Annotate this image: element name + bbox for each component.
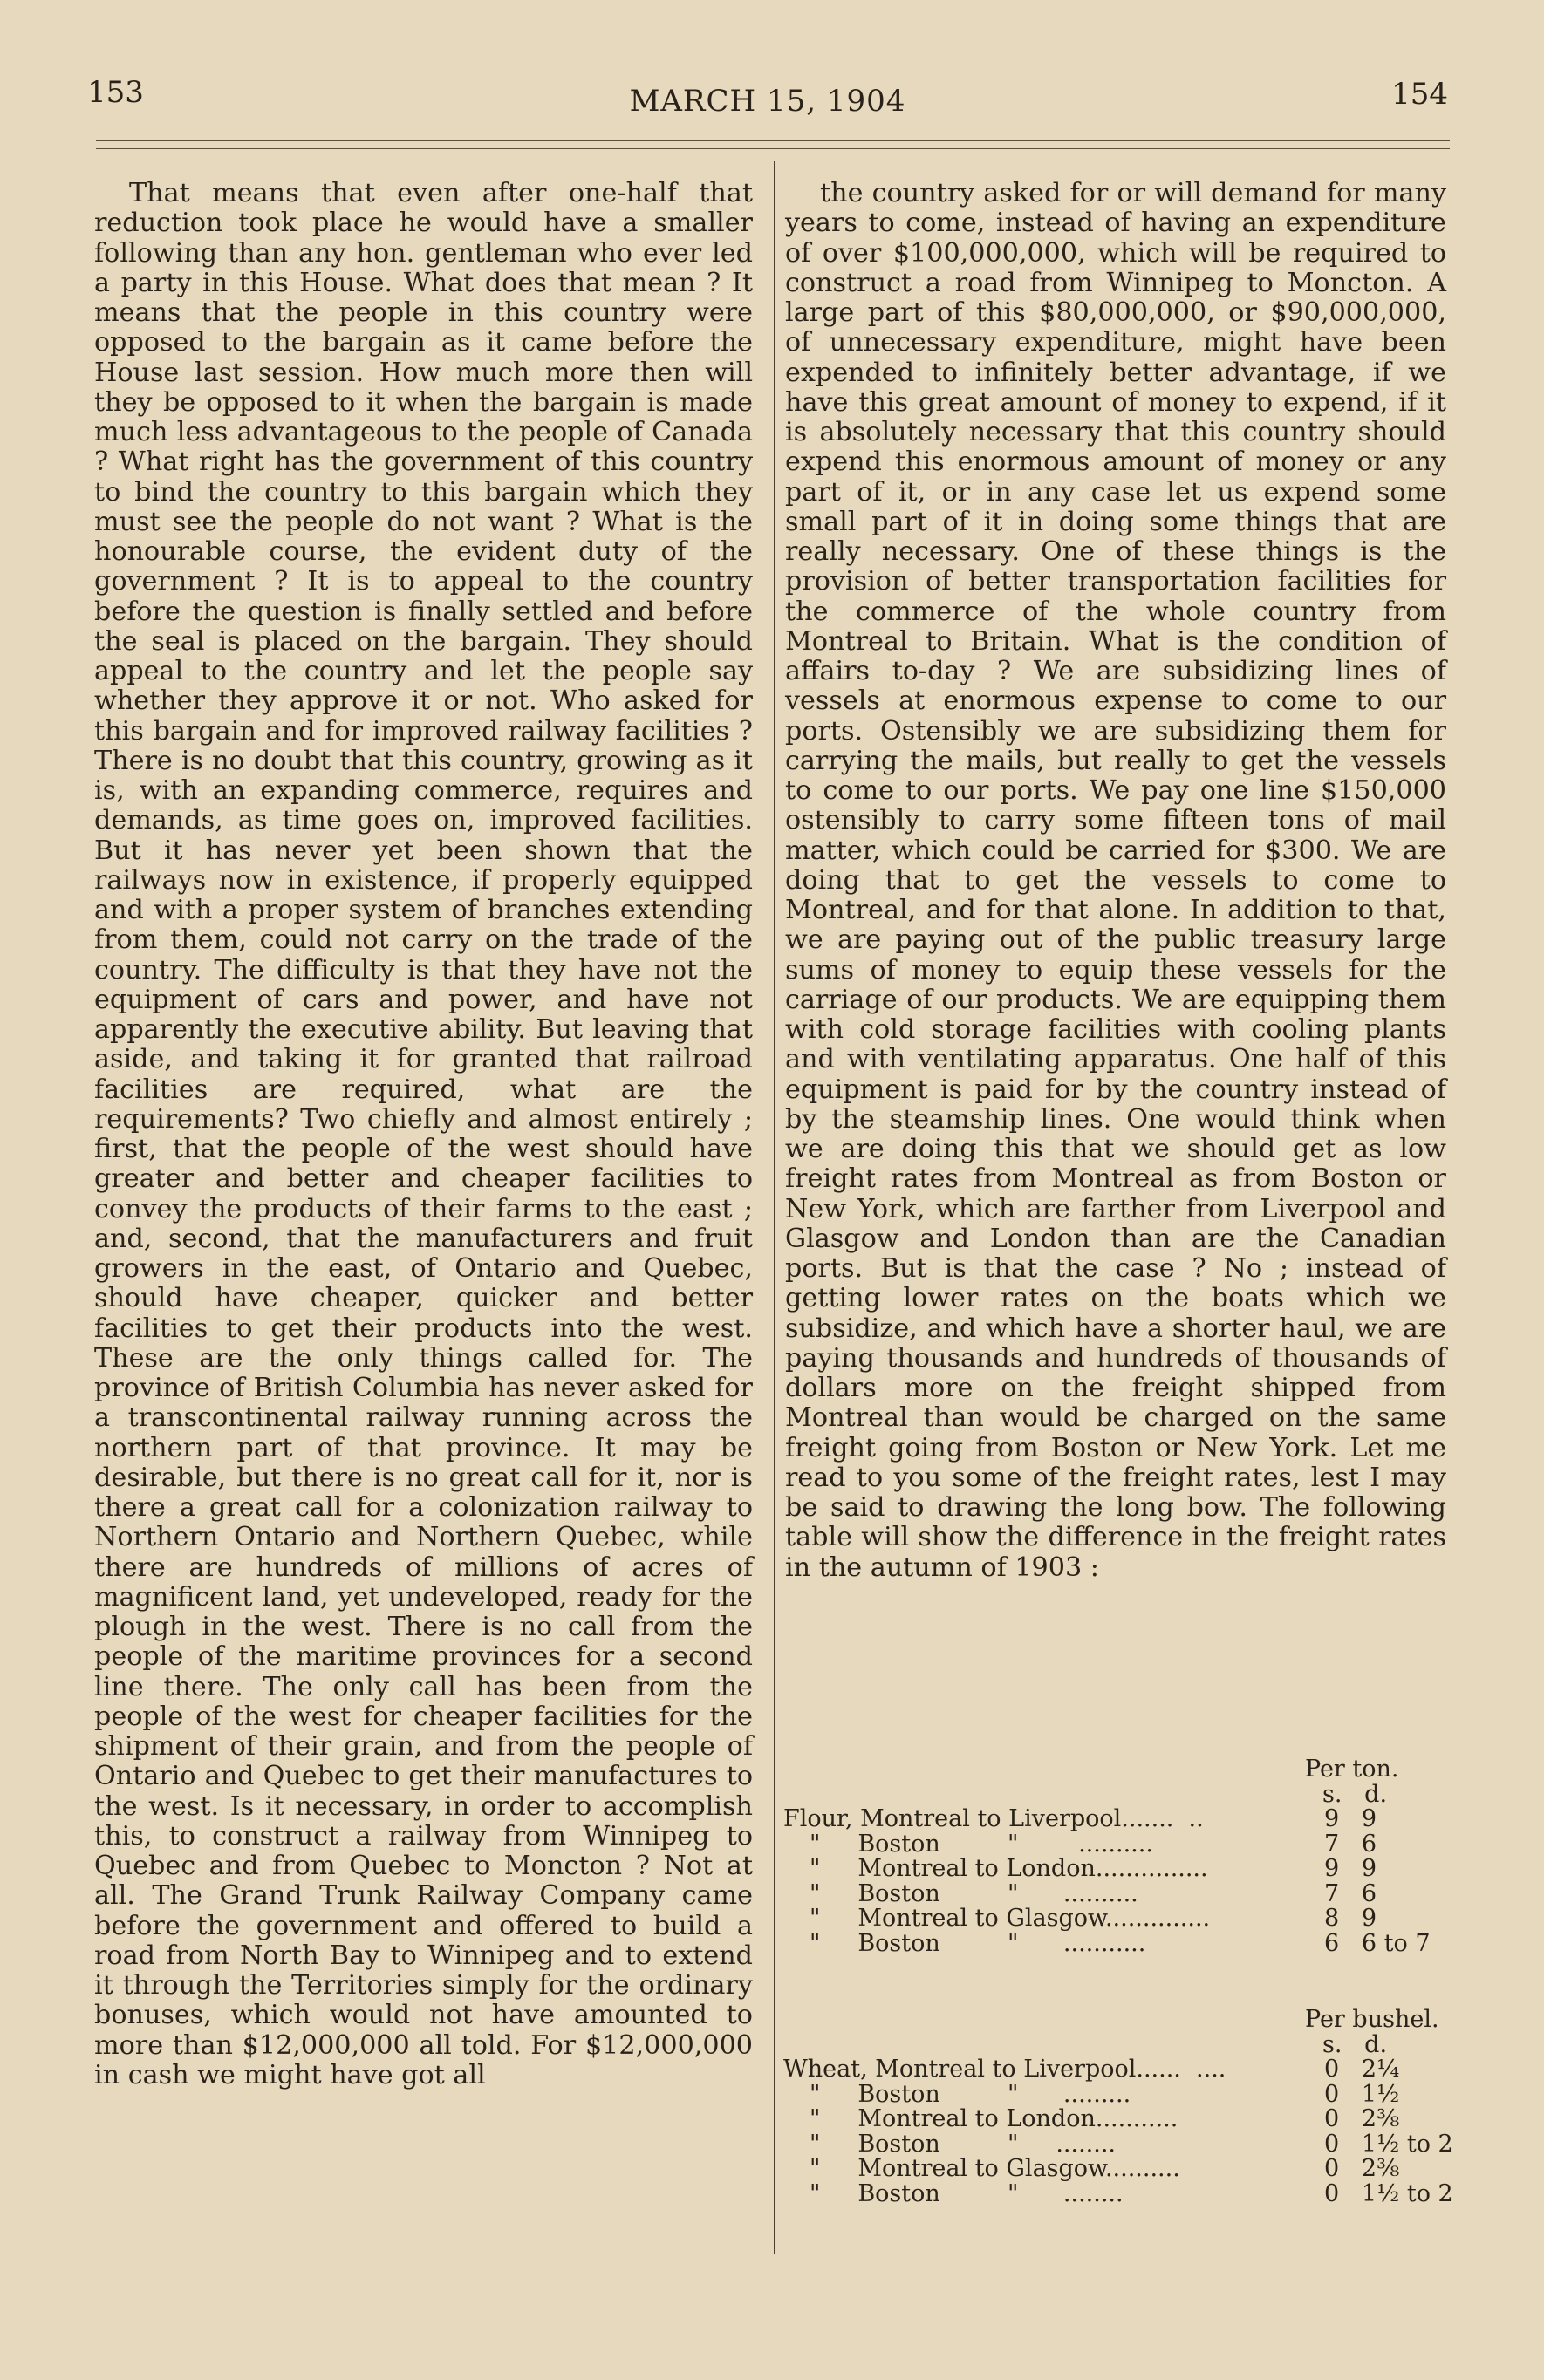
table-row (783, 2132, 1455, 2158)
row-value: 9 9 (1324, 1805, 1377, 1832)
header-rule (96, 140, 1450, 141)
left-column-text: That means that even after one-half that reduction took place he would have a smaller following than any hon. gentleman who ever led a party in this House. What does that mean ? It means that the people in this country were opposed to the bargain as it came before the House last session. How much more then will they be opposed to it when the bargain is made much less advantageous to the people of Canada ? What right has the government of this country to bind the country to this bargain which they must see the people do not want ? What is the honourable course, the evident duty of the government ? It is to appeal to the country before the question is finally settled and before the seal is placed on the bargain. They should appeal to the country and let the people say whether they approve it or not. Who asked for this bargain and for improved railway facilities ? There is no doubt that this country, growing as it is, with an expanding commerce, requires and demands, as time goes on, improved facilities. But it has never yet been shown that the railways now in existence, if properly equipped and with a proper system of branches extending from them, could not carry on the trade of the country. The difficulty is that they have not the equipment of cars and power, and have not apparently the executive ability. But leaving that aside, and taking it for granted that railroad facilities are required, what are the requirements? Two chiefly and almost entirely ; first, that the people of the west should have greater and better and cheaper facilities to convey the products of their farms to the east ; and, second, that the manufacturers and fruit growers in the east, of Ontario and Quebec, should have cheaper, quicker and better facilities to get their products into the west. These are the only things called for. The province of British Columbia has never asked for a transcontinental railway running across the northern part of that province. It may be desirable, but there is no great call for it, nor is there a great call for a colonization railway to Northern Ontario and Northern Quebec, while there are hundreds of millions of acres of magnificent land, yet undeveloped, ready for the plough in the west. There is no call from the people of the maritime provinces for a second line there. The only call has been from the people of the west for cheaper facilities for the shipment of their grain, and from the people of Ontario and Quebec to get their manufactures to the west. Is it necessary, in order to accomplish this, to construct a railway from Winnipeg to Quebec and from Quebec to Moncton ? Not at all. The Grand Trunk Railway Company came before the government and offered to build a road from North Bay to Winnipeg and to extend it through the Territories simply for the ordinary bonuses, which would not have amounted to more than $12,000,000 all told. For $12,000,000 in cash we might have got all (94, 178, 753, 2090)
page-number-left: 153 (87, 75, 144, 110)
wheat-subheading: s. d. (1322, 2030, 1388, 2058)
right-column-text: the country asked for or will demand for many years to come, instead of having an expenditure of over $100,000,000, which will be required to construct a road from Winnipeg to Moncton. A large part of this $80,000,000, or $90,000,000, of unnecessary expenditure, might have been expended to infinitely better advantage, if we have this great amount of money to expend, if it is absolutely necessary that this country should expend this enormous amount of money or any part of it, or in any case let us expend some small part of it in doing some things that are really necessary. One of these things is the provision of better transportation facilities for the commerce of the whole country from Montreal to Britain. What is the condition of affairs to-day ? We are subsidizing lines of vessels at enormous expense to come to our ports. Ostensibly we are subsidizing them for carrying the mails, but really to get the vessels to come to our ports. We pay one line $150,000 ostensibly to carry some fifteen tons of mail matter, which could be carried for $300. We are doing that to get the vessels to come to Montreal, and for that alone. In addition to that, we are paying out of the public treasury large sums of money to equip these vessels for the carriage of our products. We are equipping them with cold storage facilities with cooling plants and with ventilating apparatus. One half of this equipment is paid for by the country instead of by the steamship lines. One would think when we are doing this that we should get as low freight rates from Montreal as from Boston or New York, which are farther from Liverpool and Glasgow and London than are the Canadian ports. But is that the case ? No ; instead of getting lower rates on the boats which we subsidize, and which have a shorter haul, we are paying thousands and hundreds of thousands of dollars more on the freight shipped from Montreal than would be charged on the same freight going from Boston or New York. Let me read to you some of the freight rates, lest I may be said to drawing the long bow. The following table will show the difference in the freight rates in the autumn of 1903 : (785, 178, 1446, 1583)
row-value: 0 1½ (1324, 2080, 1400, 2108)
table-row (783, 2057, 1455, 2083)
row-label: " Montreal to London........... (810, 2105, 1178, 2132)
row-label: " Boston " ........ (810, 2179, 1124, 2207)
row-label: " Boston " ........ (810, 2130, 1117, 2158)
table-row (783, 1857, 1455, 1882)
table-row (783, 2157, 1455, 2182)
row-label: " Boston " .......... (810, 1830, 1153, 1858)
row-label: " Montreal to London............... (810, 1855, 1208, 1882)
row-label: " Boston " ........... (810, 1929, 1146, 1957)
table-row (783, 1929, 1455, 1957)
row-label: " Boston " .......... (810, 1879, 1138, 1907)
page-header (87, 68, 1448, 120)
row-value: 0 2¼ (1324, 2056, 1400, 2083)
row-value: 6 6 to 7 (1324, 1929, 1431, 1957)
page-number-right: 154 (1391, 77, 1448, 112)
row-value: 8 9 (1324, 1905, 1377, 1932)
left-column (94, 179, 753, 2090)
table-row (783, 2107, 1455, 2132)
row-label: " Montreal to Glasgow.............. (810, 1905, 1211, 1932)
row-value: 0 1½ to 2 (1324, 2179, 1453, 2207)
row-value: 7 6 (1324, 1830, 1377, 1858)
table-row (783, 1906, 1455, 1932)
table-row (783, 1807, 1455, 1832)
row-value: 0 2⅜ (1324, 2105, 1400, 2132)
wheat-unit-heading: Per bushel. (1305, 2006, 1439, 2033)
column-divider (774, 161, 775, 2254)
flour-subheading: s. d. (1322, 1780, 1388, 1808)
flour-unit-heading: Per ton. (1305, 1756, 1399, 1783)
page-date: MARCH 15, 1904 (629, 84, 906, 119)
table-row (783, 1832, 1455, 1858)
row-label: Flour, Montreal to Liverpool....... .. (783, 1805, 1204, 1832)
row-label: " Boston " ......... (810, 2080, 1131, 2108)
right-column (785, 179, 1446, 1583)
row-label: " Montreal to Glasgow.......... (810, 2155, 1180, 2182)
row-value: 9 9 (1324, 1855, 1377, 1882)
row-label: Wheat, Montreal to Liverpool...... .... (783, 2056, 1226, 2083)
wheat-rates-table (783, 2008, 1455, 2206)
header-rule-thin (96, 148, 1450, 149)
row-value: 0 2⅜ (1324, 2155, 1400, 2182)
row-value: 7 6 (1324, 1879, 1377, 1907)
table-row (783, 2179, 1455, 2207)
table-row (783, 1879, 1455, 1907)
row-value: 0 1½ to 2 (1324, 2130, 1453, 2158)
flour-rates-table (783, 1757, 1455, 1956)
table-row (783, 2080, 1455, 2108)
